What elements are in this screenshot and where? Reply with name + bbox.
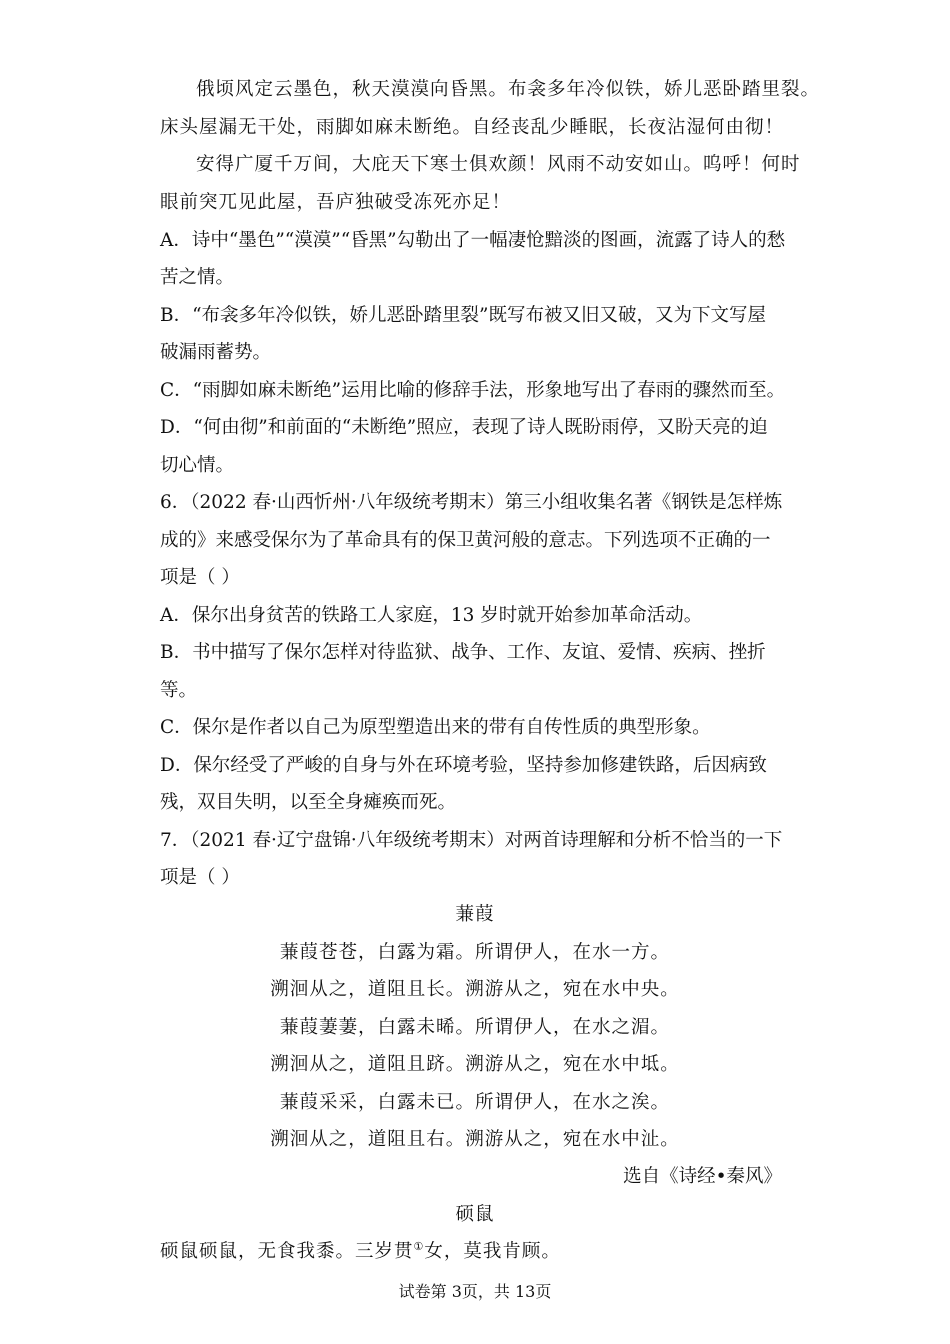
poem-line: 溯洄从之，道阻且长。溯游从之，宛在水中央。: [270, 979, 680, 1000]
option-b-cont: 等。: [160, 680, 198, 701]
poem-line: 溯洄从之，道阻且跻。溯游从之，宛在水中坻。: [270, 1054, 680, 1075]
option-a: A．保尔出身贫苦的铁路工人家庭，13 岁时就开始参加革命活动。: [160, 605, 703, 626]
option-b-cont: 破漏雨蓄势。: [160, 342, 272, 363]
poem-line: 溯洄从之，道阻且右。溯游从之，宛在水中沚。: [270, 1129, 680, 1150]
poem-line: 蒹葭苍苍，白露为霜。所谓伊人，在水一方。: [279, 942, 670, 963]
option-b: B．“布衾多年冷似铁，娇儿恶卧踏里裂”既写布被又旧又破，又为下文写屋: [160, 305, 767, 326]
poem-line: 蒹葭萋萋，白露未晞。所谓伊人，在水之湄。: [279, 1017, 670, 1038]
question-7-stem-cont: 项是（ ）: [160, 867, 240, 888]
option-d-cont: 切心情。: [160, 455, 235, 476]
question-7-stem: 7．（2021 春·辽宁盘锦·八年级统考期末）对两首诗理解和分析不恰当的一下: [160, 830, 783, 851]
poem-line: 眼前突兀见此屋，吾庐独破受冻死亦足！: [160, 192, 512, 213]
option-c: C．保尔是作者以自己为原型塑造出来的带有自传性质的典型形象。: [160, 717, 711, 738]
poem-line: 蒹葭采采，白露未已。所谓伊人，在水之涘。: [279, 1092, 670, 1113]
poem-line: 床头屋漏无干处，雨脚如麻未断绝。自经丧乱少睡眠，长夜沾湿何由彻！: [160, 117, 785, 138]
footnote-marker: ①: [413, 1239, 425, 1253]
question-6-stem: 6．（2022 春·山西忻州·八年级统考期末）第三小组收集名著《钢铁是怎样炼: [160, 492, 783, 513]
option-d-cont: 残，双目失明，以至全身瘫痪而死。: [160, 792, 457, 813]
poem-line: 俄顷风定云墨色，秋天漠漠向昏黑。布衾多年冷似铁，娇儿恶卧踏里裂。: [196, 79, 821, 100]
question-6-stem-cont: 项是（ ）: [160, 567, 240, 588]
poem-text: 女，莫我肯顾。: [424, 1241, 561, 1262]
option-d: D．“何由彻”和前面的“未断绝”照应，表现了诗人既盼雨停，又盼天亮的迫: [160, 417, 768, 438]
page-footer: 试卷第 3页，共 13页: [398, 1282, 552, 1301]
poem-source: 选自《诗经•秦风》: [623, 1166, 782, 1187]
poem-title-jianjia: 蒹葭: [455, 904, 495, 925]
option-a-cont: 苦之情。: [160, 267, 235, 288]
poem-line: 安得广厦千万间，大庇天下寒士俱欢颜！风雨不动安如山。呜呼！何时: [196, 154, 801, 175]
question-6-stem-cont: 成的》来感受保尔为了革命具有的保卫黄河般的意志。下列选项不正确的一: [160, 530, 771, 551]
poem-text: 硕鼠硕鼠，无食我黍。三岁贯: [160, 1241, 414, 1262]
poem-title-shuoshu: 硕鼠: [455, 1204, 495, 1225]
poem-line: [160, 1240, 561, 1264]
option-d: D．保尔经受了严峻的自身与外在环境考验，坚持参加修建铁路，后因病致: [160, 755, 767, 776]
option-b: B．书中描写了保尔怎样对待监狱、战争、工作、友谊、爱情、疾病、挫折: [160, 642, 766, 663]
option-a: A．诗中“墨色”“漠漠”“昏黑”勾勒出了一幅凄怆黯淡的图画，流露了诗人的愁: [160, 230, 786, 251]
option-c: C．“雨脚如麻未断绝”运用比喻的修辞手法，形象地写出了春雨的骤然而至。: [160, 380, 786, 401]
